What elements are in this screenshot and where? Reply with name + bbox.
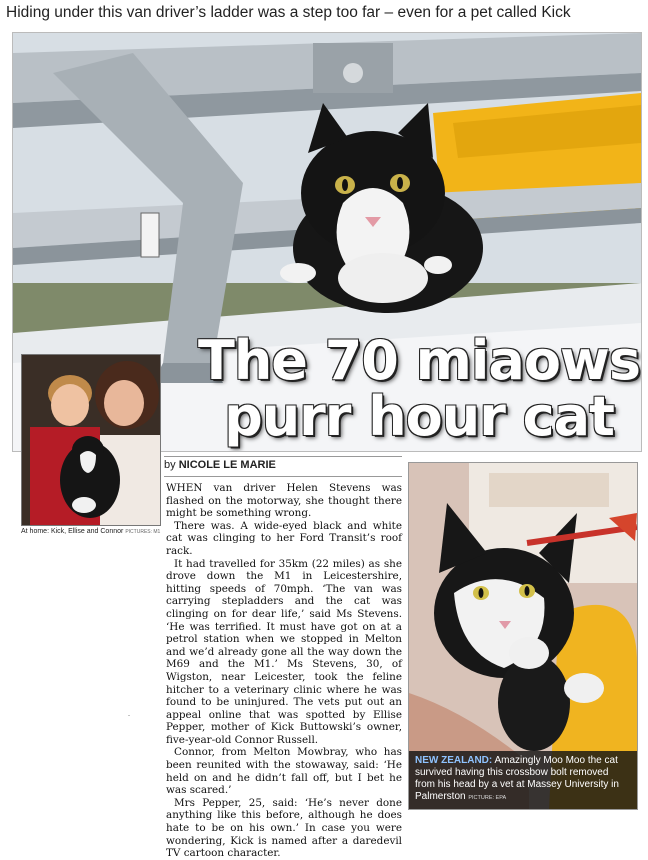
side-photo-credit: PICTURE: EPA bbox=[468, 795, 507, 801]
side-photo bbox=[408, 462, 638, 810]
inset-caption-text: At home: Kick, Ellise and Connor bbox=[21, 528, 124, 535]
byline-bottom-rule bbox=[164, 476, 402, 477]
headline-line-2: purr hour cat bbox=[224, 385, 614, 448]
inset-credit: PICTURES: M1 bbox=[125, 529, 161, 535]
article-paragraph: Mrs Pepper, 25, said: ‘He’s never done anything like this before, although he does hate to be on his own.’ In case you were wondering, Kick is named after a daredevil TV cartoon character. bbox=[166, 796, 402, 860]
byline-author: NICOLE LE MARIE bbox=[178, 459, 276, 471]
article-paragraph: WHEN van driver Helen Stevens was flashed on the motorway, she thought there might be something wrong. bbox=[166, 482, 402, 520]
family-with-cat-illustration bbox=[22, 355, 160, 525]
article-paragraph: It had travelled for 35km (22 miles) as she drove down the M1 in Leicestershire, hitting speeds of 70mph. ‘The van was carrying stepladders and the cat was clinging on for dear life,’ said Ms Stevens. ‘He was terrified. It must have got on at a petrol station when we stopped in Melton and we’d already gone all the way down the M69 and the M1.’ Ms Stevens, 30, of Wigston, near Leicester, took the feline hitcher to a veterinary clinic where he was found to be uninjured. The vets put out an appeal online that was spotted by Ellise Pepper, mother of Kick Buttowski’s owner, five-year-old Connor Russell. bbox=[166, 557, 402, 746]
article-paragraph: Connor, from Melton Mowbray, who has been reunited with the stowaway, said: ‘He held on and he didn’t fall off, but I bet he was scared.’ bbox=[166, 746, 402, 797]
byline-prefix: by bbox=[164, 459, 176, 471]
headline-line-1: The 70 miaows bbox=[198, 329, 640, 392]
kicker: Hiding under this van driver’s ladder was a step too far – even for a pet called Kick bbox=[6, 4, 571, 21]
article-body bbox=[166, 482, 402, 860]
byline-top-rule bbox=[164, 456, 402, 457]
inset-caption bbox=[21, 528, 181, 535]
byline bbox=[164, 459, 276, 471]
caption-location: NEW ZEALAND: bbox=[415, 755, 493, 766]
article-paragraph: There was. A wide-eyed black and white cat was clinging to her Ford Transit’s roof rack. bbox=[166, 519, 402, 557]
page-mark: - bbox=[128, 712, 131, 719]
inset-photo bbox=[21, 354, 161, 526]
caption-text: Amazingly Moo Moo the cat survived having this crossbow bolt removed from his head by a vet at Massey University in Palmerston bbox=[415, 755, 619, 802]
side-photo-caption bbox=[409, 751, 637, 809]
headline bbox=[189, 329, 642, 448]
